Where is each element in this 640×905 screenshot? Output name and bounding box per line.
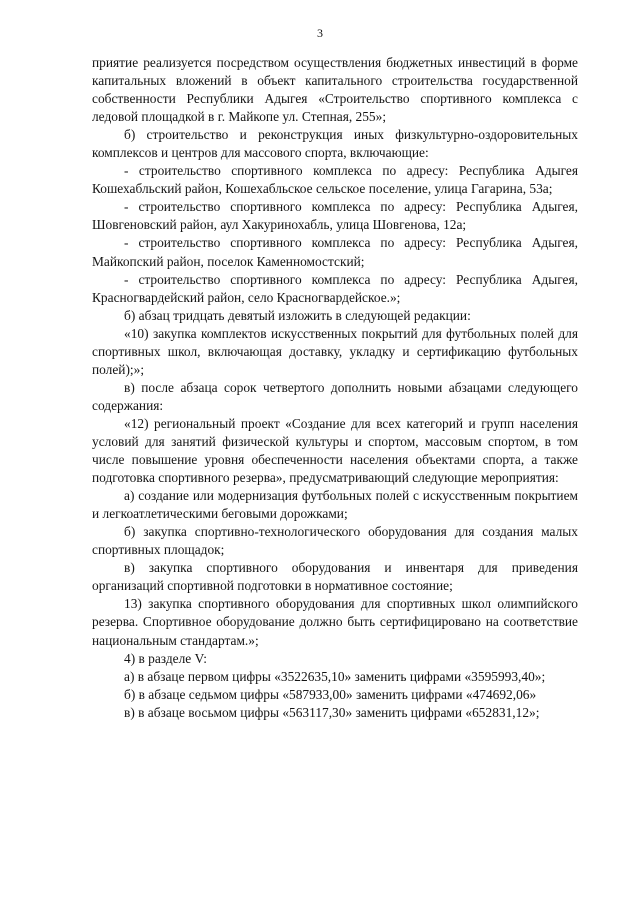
paragraph: б) в абзаце седьмом цифры «587933,00» заменить цифрами «474692,06»: [124, 686, 537, 702]
paragraph: б) абзац тридцать девятый изложить в следующей редакции:: [124, 307, 471, 323]
paragraph: 4) в разделе V:: [124, 650, 207, 666]
paragraph: - строительство спортивного комплекса по адресу: Республика Адыгея, Шовгеновский район, аул Хакуринохабль, улица Шовгенова, 12а;: [92, 199, 578, 233]
paragraph: в) закупка спортивного оборудования и инвентаря для приведения организаций спортивной подготовки в нормативное состояние;: [92, 560, 578, 594]
paragraph: в) после абзаца сорок четвертого дополнить новыми абзацами следующего содержания:: [92, 379, 578, 413]
paragraph: «12) региональный проект «Создание для всех категорий и групп населения условий для занятий физической культуры и спортом, массовым спортом, в том числе повышение уровня обеспеченности населения объектами спорта, а также подготовка спортивного резерва», предусматривающий следующие мероприятия:: [92, 415, 578, 486]
page-number: 3: [317, 26, 323, 40]
paragraph: б) строительство и реконструкция иных физкультурно-оздоровительных комплексов и центров для массового спорта, включающие:: [92, 127, 578, 161]
paragraph: б) закупка спортивно-технологического оборудования для создания малых спортивных площадок;: [92, 524, 578, 558]
paragraph: а) создание или модернизация футбольных полей с искусственным покрытием и легкоатлетическими беговыми дорожками;: [92, 488, 578, 522]
paragraph: а) в абзаце первом цифры «3522635,10» заменить цифрами «3595993,40»;: [124, 668, 546, 684]
paragraph: «10) закупка комплектов искусственных покрытий для футбольных полей для спортивных школ, включающая доставку, укладку и сертификацию футбольных полей);»;: [92, 325, 578, 377]
paragraph: 13) закупка спортивного оборудования для спортивных школ олимпийского резерва. Спортивное оборудование должно быть сертифицировано на соответствие национальным стандартам.»;: [92, 596, 578, 648]
paragraph: приятие реализуется посредством осуществления бюджетных инвестиций в форме капитальных вложений в объект капитального строительства государственной собственности Республики Адыгея «Строительство спортивного комплекса с ледовой площадкой в г. Майкопе ул. Степная, 255»;: [92, 55, 578, 125]
paragraph: - строительство спортивного комплекса по адресу: Республика Адыгея, Майкопский район, поселок Каменномостский;: [92, 235, 578, 269]
paragraph: - строительство спортивного комплекса по адресу: Республика Адыгея Кошехабльский район, Кошехабльское сельское поселение, улица Гагарина, 53а;: [92, 163, 578, 197]
paragraph: в) в абзаце восьмом цифры «563117,30» заменить цифрами «652831,12»;: [124, 704, 540, 720]
paragraph: - строительство спортивного комплекса по адресу: Республика Адыгея, Красногвардейский район, село Красногвардейское.»;: [92, 271, 578, 305]
document-body: [92, 54, 578, 722]
